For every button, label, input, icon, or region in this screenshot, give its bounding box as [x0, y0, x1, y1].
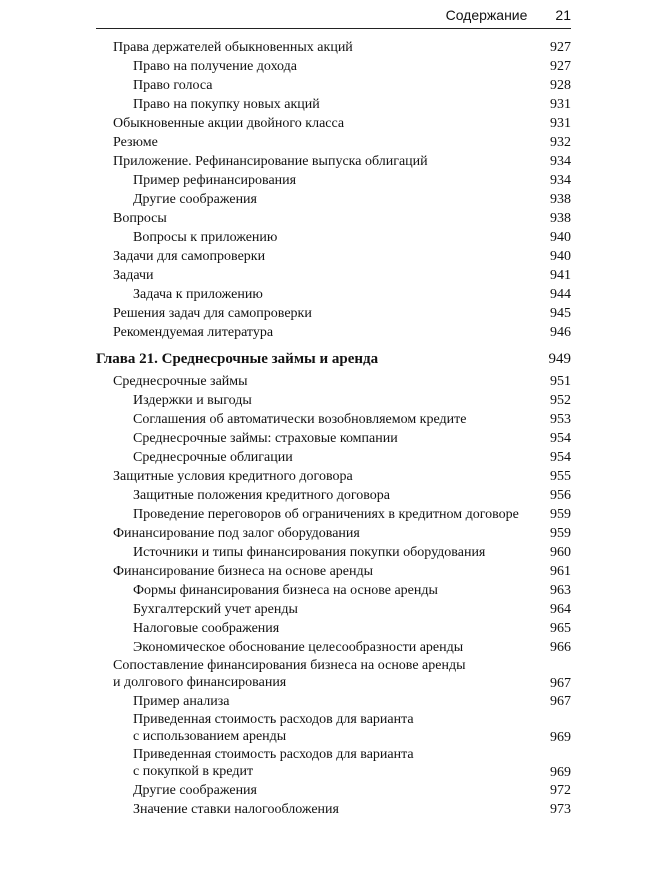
toc-entry-page-number: 940 — [550, 230, 571, 245]
toc-entry — [0, 372, 663, 391]
toc-entry-label: Право на получение дохода — [133, 59, 297, 74]
toc-entry — [0, 600, 663, 619]
toc-entry-label: Среднесрочные займы — [113, 374, 248, 389]
toc-entry — [0, 638, 663, 657]
toc-entry — [0, 524, 663, 543]
toc-entry-page-number: 954 — [550, 431, 571, 446]
toc-entry — [0, 190, 663, 209]
toc-entry-label: Соглашения об автоматически возобновляемом кредите — [133, 412, 467, 427]
toc-entry-label: Задачи для самопроверки — [113, 249, 266, 264]
toc-entry-label: Формы финансирования бизнеса на основе аренды — [133, 583, 438, 598]
running-header-title: Содержание — [445, 7, 528, 23]
toc-entry-label: Сопоставление финансирования бизнеса на основе аренды и долгового финансирования — [113, 658, 466, 690]
toc-entry-page-number: 969 — [550, 729, 571, 745]
toc-entry-label: Задача к приложению — [133, 287, 263, 302]
toc-entry-page-number: 973 — [550, 802, 571, 817]
toc-entry-label: Приведенная стоимость расходов для варианта с покупкой в кредит — [133, 747, 414, 779]
toc-entry — [0, 543, 663, 562]
toc-entry-page-number: 934 — [550, 173, 571, 188]
toc-entry-label: Среднесрочные облигации — [133, 450, 293, 465]
toc-entry — [0, 448, 663, 467]
toc-entry — [0, 657, 663, 692]
toc-entry — [0, 467, 663, 486]
toc-entry-page-number: 946 — [550, 325, 571, 340]
toc-entry-page-number: 944 — [550, 287, 571, 302]
toc-entry-page-number: 952 — [550, 393, 571, 408]
toc-entry — [0, 692, 663, 711]
chapter-title: Глава 21. Среднесрочные займы и аренда — [96, 351, 379, 367]
toc-entry-label: Значение ставки налогообложения — [133, 802, 339, 817]
toc-entry-label: Пример рефинансирования — [133, 173, 297, 188]
toc-entry-label: Право голоса — [133, 78, 213, 93]
toc-entry-page-number: 941 — [550, 268, 571, 283]
table-of-contents — [0, 38, 663, 819]
toc-entry — [0, 114, 663, 133]
toc-entry-page-number: 931 — [550, 116, 571, 131]
toc-entry-page-number: 959 — [550, 507, 571, 522]
toc-entry-page-number: 938 — [550, 211, 571, 226]
toc-entry-page-number: 959 — [550, 526, 571, 541]
toc-entry-page-number: 969 — [550, 764, 571, 780]
toc-entry-label: Обыкновенные акции двойного класса — [113, 116, 345, 131]
toc-entry-page-number: 960 — [550, 545, 571, 560]
toc-entry-label: Проведение переговоров об ограничениях в кредитном договоре — [133, 507, 519, 522]
toc-entry-page-number: 927 — [550, 59, 571, 74]
toc-entry — [0, 133, 663, 152]
toc-entry-label: Пример анализа — [133, 694, 230, 709]
toc-entry — [0, 410, 663, 429]
toc-entry-page-number: 955 — [550, 469, 571, 484]
toc-entry-label: Издержки и выгоды — [133, 393, 252, 408]
toc-entry-page-number: 964 — [550, 602, 571, 617]
toc-entry-label: Права держателей обыкновенных акций — [113, 40, 353, 55]
chapter-heading — [0, 350, 663, 369]
toc-entry — [0, 247, 663, 266]
toc-entry-page-number: 966 — [550, 640, 571, 655]
toc-entry-label: Задачи — [113, 268, 154, 283]
toc-entry-label: Защитные положения кредитного договора — [133, 488, 390, 503]
toc-entry-label: Приложение. Рефинансирование выпуска облигаций — [113, 154, 428, 169]
toc-entry-page-number: 953 — [550, 412, 571, 427]
toc-entry-label: Финансирование бизнеса на основе аренды — [113, 564, 374, 579]
toc-entry-page-number: 945 — [550, 306, 571, 321]
toc-entry — [0, 505, 663, 524]
toc-entry — [0, 57, 663, 76]
toc-entry — [0, 486, 663, 505]
toc-entry-label: Налоговые соображения — [133, 621, 280, 636]
toc-entry-label: Рекомендуемая литература — [113, 325, 274, 340]
toc-entry-page-number: 956 — [550, 488, 571, 503]
chapter-page-number: 949 — [548, 351, 571, 367]
toc-entry-page-number: 928 — [550, 78, 571, 93]
toc-entry — [0, 429, 663, 448]
toc-section-after — [0, 372, 663, 819]
toc-entry — [0, 581, 663, 600]
toc-entry-page-number: 954 — [550, 450, 571, 465]
toc-entry-label: Бухгалтерский учет аренды — [133, 602, 298, 617]
toc-entry-label: Финансирование под залог оборудования — [113, 526, 360, 541]
toc-entry — [0, 746, 663, 781]
toc-entry — [0, 266, 663, 285]
toc-entry-page-number: 934 — [550, 154, 571, 169]
toc-entry-label: Право на покупку новых акций — [133, 97, 320, 112]
running-header — [446, 6, 571, 24]
toc-entry-label: Среднесрочные займы: страховые компании — [133, 431, 398, 446]
header-rule — [96, 28, 571, 29]
toc-entry-label: Другие соображения — [133, 783, 257, 798]
toc-entry-page-number: 963 — [550, 583, 571, 598]
running-header-page-number: 21 — [555, 7, 571, 23]
toc-entry — [0, 781, 663, 800]
toc-entry-page-number: 972 — [550, 783, 571, 798]
toc-entry — [0, 619, 663, 638]
toc-entry-label: Решения задач для самопроверки — [113, 306, 312, 321]
toc-entry-page-number: 931 — [550, 97, 571, 112]
toc-entry-label: Экономическое обоснование целесообразности аренды — [133, 640, 464, 655]
toc-entry-page-number: 965 — [550, 621, 571, 636]
toc-entry — [0, 76, 663, 95]
toc-entry-page-number: 967 — [550, 694, 571, 709]
toc-entry-page-number: 940 — [550, 249, 571, 264]
toc-entry-label: Другие соображения — [133, 192, 257, 207]
toc-entry-label: Источники и типы финансирования покупки оборудования — [133, 545, 486, 560]
toc-entry — [0, 228, 663, 247]
toc-entry-page-number: 951 — [550, 374, 571, 389]
toc-entry-page-number: 938 — [550, 192, 571, 207]
toc-entry — [0, 285, 663, 304]
toc-entry-label: Приведенная стоимость расходов для варианта с использованием аренды — [133, 712, 414, 744]
toc-entry-page-number: 932 — [550, 135, 571, 150]
toc-entry-page-number: 927 — [550, 40, 571, 55]
toc-section-before — [0, 38, 663, 342]
toc-entry — [0, 38, 663, 57]
toc-entry-page-number: 961 — [550, 564, 571, 579]
toc-entry-label: Защитные условия кредитного договора — [113, 469, 353, 484]
toc-entry-label: Резюме — [113, 135, 158, 150]
toc-entry — [0, 95, 663, 114]
toc-entry — [0, 171, 663, 190]
toc-entry-page-number: 967 — [550, 675, 571, 691]
toc-entry-label: Вопросы — [113, 211, 167, 226]
toc-entry — [0, 304, 663, 323]
toc-entry — [0, 391, 663, 410]
toc-entry — [0, 209, 663, 228]
toc-entry — [0, 323, 663, 342]
toc-entry — [0, 152, 663, 171]
toc-entry — [0, 800, 663, 819]
toc-entry-label: Вопросы к приложению — [133, 230, 278, 245]
toc-entry — [0, 711, 663, 746]
toc-entry — [0, 562, 663, 581]
